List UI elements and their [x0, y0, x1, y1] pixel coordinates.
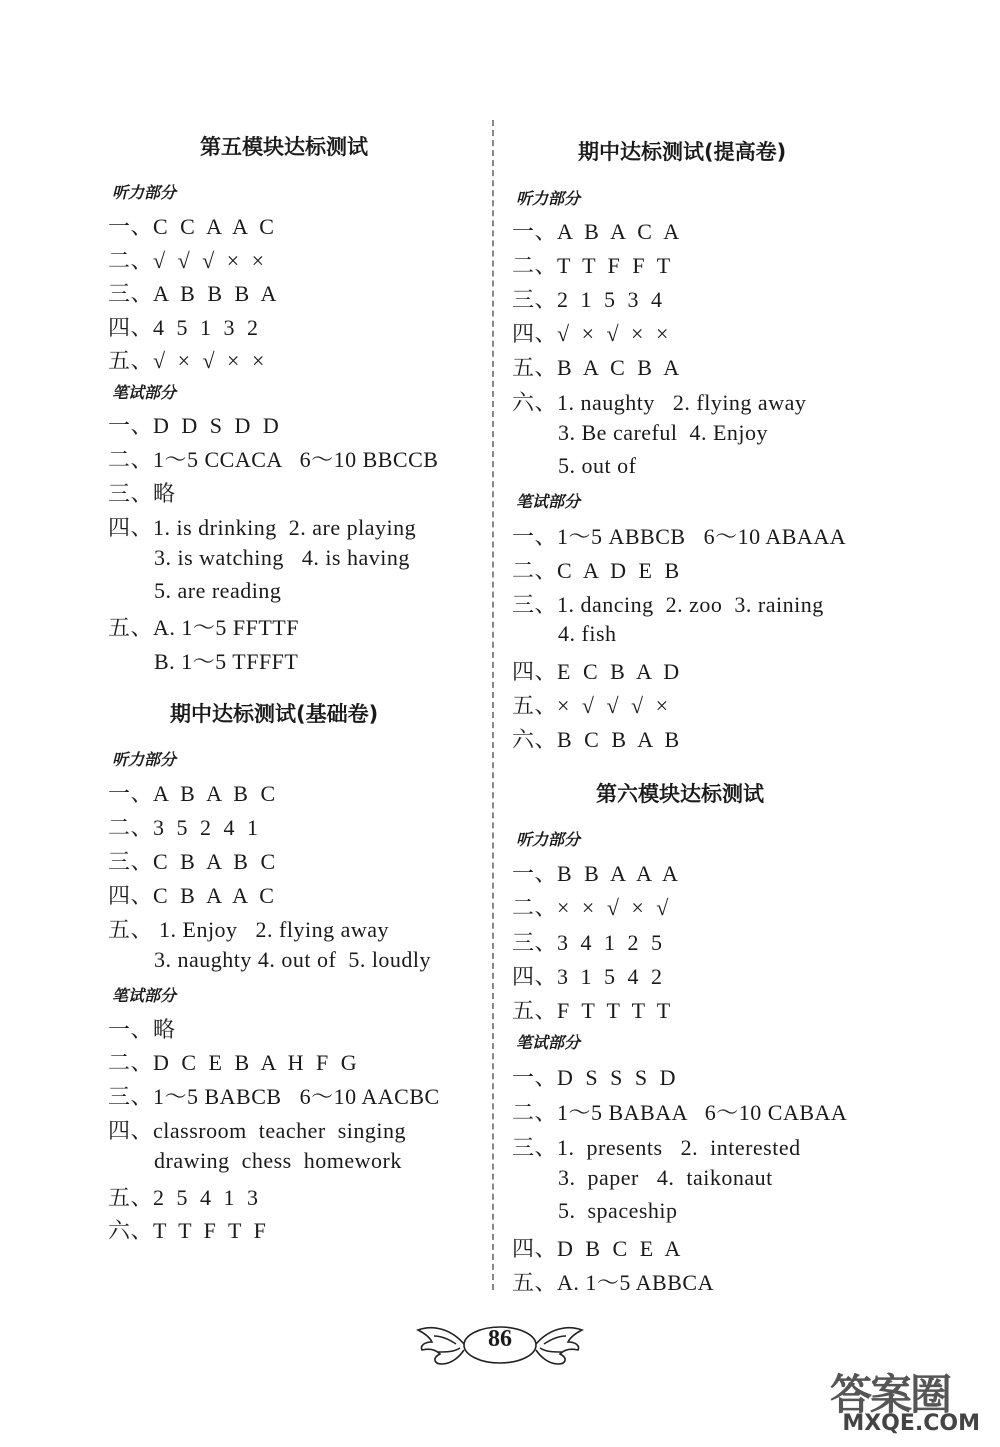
answer-line: 三、1～5 BABCB 6～10 AACBC — [108, 1084, 440, 1109]
answer-line: 六、T T F T F — [108, 1218, 267, 1243]
answer-line: 三、2 1 5 3 4 — [512, 287, 663, 312]
subsection-writing: 笔试部分 — [112, 986, 177, 1005]
answer-line: 三、C B A B C — [108, 849, 276, 874]
answer-line: 五、A. 1～5 FFTTF — [108, 615, 299, 640]
page-number: 86 — [488, 1326, 512, 1352]
answer-line: 3. is watching 4. is having — [154, 545, 410, 570]
answer-line: 四、4 5 1 3 2 — [108, 315, 259, 340]
answer-line: 五、 1. Enjoy 2. flying away — [108, 917, 390, 942]
answer-line: 六、1. naughty 2. flying away — [512, 390, 807, 415]
answer-line: B. 1～5 TFFFT — [154, 649, 299, 674]
answer-line: 四、3 1 5 4 2 — [512, 964, 663, 989]
answer-line: 一、略 — [108, 1017, 176, 1042]
answer-line: 三、1. dancing 2. zoo 3. raining — [512, 592, 824, 617]
answer-line: 一、A B A C A — [512, 219, 680, 244]
answer-line: 二、1～5 BABAA 6～10 CABAA — [512, 1100, 848, 1125]
subsection-writing: 笔试部分 — [516, 1033, 581, 1052]
answer-line: 5. out of — [558, 453, 637, 478]
answer-line: 五、2 5 4 1 3 — [108, 1185, 259, 1210]
answer-line: 一、B B A A A — [512, 861, 679, 886]
answer-line: 一、D S S S D — [512, 1065, 676, 1090]
subsection-writing: 笔试部分 — [516, 492, 581, 511]
answer-line: 五、F T T T T — [512, 998, 671, 1023]
answer-line: 三、3 4 1 2 5 — [512, 930, 663, 955]
subsection-listening: 听力部分 — [112, 750, 177, 769]
answer-line: 五、B A C B A — [512, 355, 680, 380]
subsection-listening: 听力部分 — [516, 830, 581, 849]
answer-line: 二、3 5 2 4 1 — [108, 815, 259, 840]
answer-line: 五、A. 1～5 ABBCA — [512, 1270, 714, 1295]
subsection-listening: 听力部分 — [516, 189, 581, 208]
answer-line: drawing chess homework — [154, 1148, 402, 1173]
watermark-url-text: MXQE.COM — [842, 1411, 980, 1436]
answer-line: 二、× × √ × √ — [512, 895, 669, 920]
answer-line: 四、√ × √ × × — [512, 321, 669, 346]
section-title: 期中达标测试(基础卷) — [170, 702, 379, 726]
answer-line: 一、A B A B C — [108, 781, 276, 806]
answer-line: 4. fish — [558, 621, 617, 646]
answer-line: 二、D C E B A H F G — [108, 1050, 358, 1075]
answer-line: 3. naughty 4. out of 5. loudly — [154, 947, 432, 972]
answer-line: 3. paper 4. taikonaut — [558, 1165, 773, 1190]
answer-line: 五、√ × √ × × — [108, 348, 265, 373]
answer-line: 四、classroom teacher singing — [108, 1118, 406, 1143]
column-divider — [492, 120, 494, 1290]
answer-line: 五、× √ √ √ × — [512, 693, 669, 718]
answer-line: 四、1. is drinking 2. are playing — [108, 515, 417, 540]
answer-line: 三、略 — [108, 481, 176, 506]
section-title: 第六模块达标测试 — [596, 782, 764, 806]
answer-line: 一、D D S D D — [108, 413, 280, 438]
subsection-writing: 笔试部分 — [112, 383, 177, 402]
answer-line: 四、D B C E A — [512, 1236, 681, 1261]
answer-line: 二、C A D E B — [512, 558, 680, 583]
answer-line: 三、A B B B A — [108, 281, 277, 306]
answer-line: 二、√ √ √ × × — [108, 248, 265, 273]
subsection-listening: 听力部分 — [112, 183, 177, 202]
answer-line: 3. Be careful 4. Enjoy — [558, 420, 769, 445]
watermark-logo — [830, 1362, 980, 1436]
answer-line: 六、B C B A B — [512, 727, 680, 752]
answer-line: 二、T T F F T — [512, 253, 671, 278]
answer-line: 三、1. presents 2. interested — [512, 1135, 801, 1160]
section-title: 第五模块达标测试 — [200, 135, 368, 159]
answer-line: 四、E C B A D — [512, 659, 680, 684]
answer-line: 四、C B A A C — [108, 883, 275, 908]
answer-line: 5. spaceship — [558, 1198, 678, 1223]
answer-line: 5. are reading — [154, 578, 282, 603]
answer-line: 一、1～5 ABBCB 6～10 ABAAA — [512, 524, 847, 549]
answer-line: 一、C C A A C — [108, 214, 275, 239]
page-number-badge — [412, 1318, 588, 1370]
answer-line: 二、1～5 CCACA 6～10 BBCCB — [108, 447, 439, 472]
section-title: 期中达标测试(提高卷) — [578, 140, 787, 164]
watermark-main-text: 答案圈 — [830, 1370, 951, 1419]
